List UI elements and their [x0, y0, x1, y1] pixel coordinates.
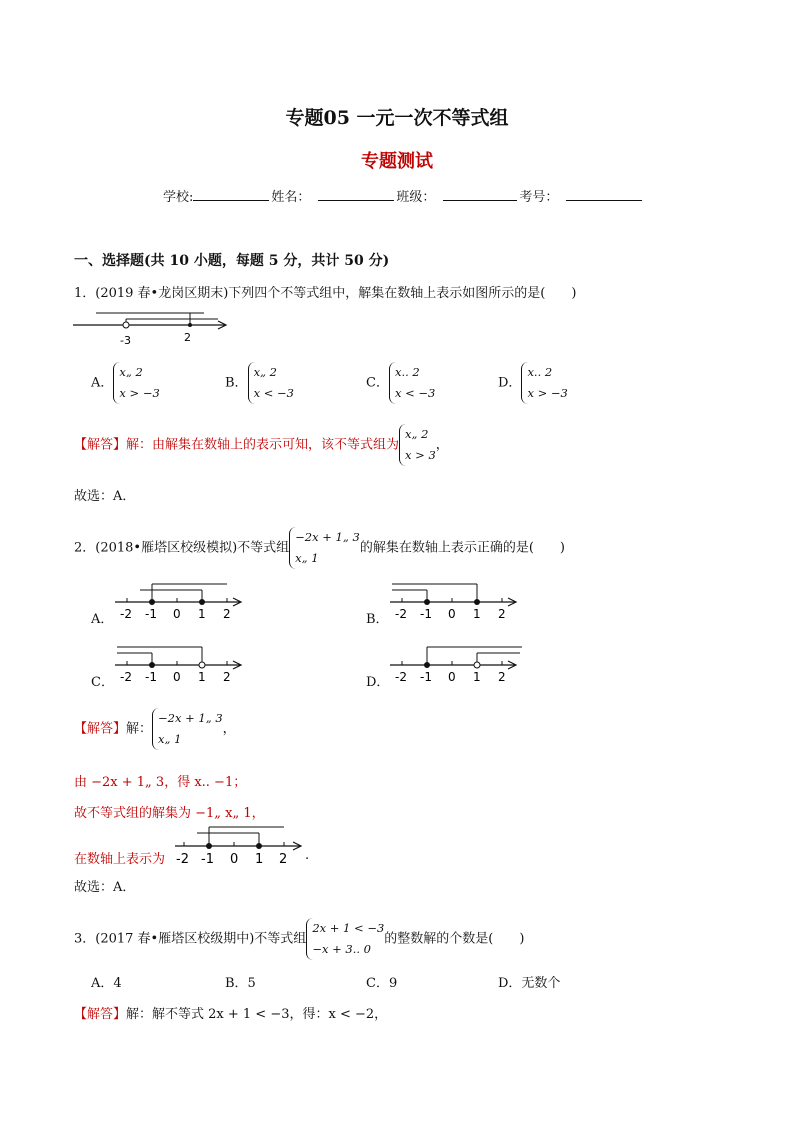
q1-answer-system: x„ 2 x > 3	[399, 424, 436, 466]
q1-option-c[interactable]: C． x.. 2 x < −3	[366, 362, 435, 404]
svg-text:-2: -2	[120, 670, 132, 684]
q2-system: −2x + 1„ 3 x„ 1	[289, 527, 360, 569]
student-info-line	[163, 186, 644, 205]
q1-option-d-system: x.. 2 x > −3	[521, 362, 567, 404]
q2-answer-system: −2x + 1„ 3 x„ 1	[152, 708, 223, 750]
q2-step-3-end: .	[305, 848, 310, 863]
q2-step-3: 在数轴上表示为	[74, 852, 166, 867]
page-title: 专题05 一元一次不等式组	[285, 107, 509, 129]
q2-option-b-number-line[interactable]	[387, 580, 522, 622]
svg-text:-1: -1	[145, 670, 157, 684]
q1-choice: 故选：A．	[74, 489, 136, 504]
q2-option-a-letter[interactable]: A．	[91, 612, 114, 627]
svg-text:0: 0	[448, 670, 456, 684]
q1-option-c-system: x.. 2 x < −3	[389, 362, 435, 404]
q1-option-a[interactable]: A． x„ 2 x > −3	[91, 362, 160, 404]
name-field[interactable]	[318, 188, 394, 201]
q3-system: 2x + 1 < −3 −x + 3.. 0	[306, 918, 384, 960]
svg-text:-1: -1	[420, 607, 432, 621]
svg-text:2: 2	[498, 670, 506, 684]
q3-option-a[interactable]: A．4	[91, 976, 122, 991]
q2-option-c-number-line[interactable]	[112, 643, 247, 685]
q2-step-1: 由 −2x + 1„ 3，得 x.. −1；	[74, 775, 247, 790]
svg-text:2: 2	[279, 852, 288, 866]
q1-label-2: 2	[184, 331, 191, 344]
q1-option-b[interactable]: B． x„ 2 x < −3	[225, 362, 294, 404]
class-field[interactable]	[443, 188, 517, 201]
q3-stem: 3．(2017 春•雁塔区校级期中)不等式组 2x + 1 < −3 −x + 3.. 0 的整数解的个数是( )	[74, 918, 524, 960]
school-label: 学校:	[163, 190, 194, 205]
svg-text:-2: -2	[395, 670, 407, 684]
number-field[interactable]	[566, 188, 642, 201]
page-subtitle: 专题测试	[361, 151, 433, 172]
section-heading: 一、选择题(共 10 小题，每题 5 分，共计 50 分)	[74, 253, 390, 269]
svg-text:-1: -1	[420, 670, 432, 684]
answer-tag: 【解答】	[74, 1007, 127, 1022]
q2-step-2: 故不等式组的解集为 −1„ x„ 1，	[74, 806, 265, 821]
name-label: 姓名：	[271, 190, 311, 205]
q2-answer: 【解答】解： −2x + 1„ 3 x„ 1 ，	[74, 708, 236, 750]
answer-tag: 【解答】	[74, 437, 127, 453]
q1-number-line	[70, 305, 235, 347]
number-label: 考号：	[519, 190, 559, 205]
school-field[interactable]	[193, 188, 269, 201]
svg-text:-2: -2	[120, 607, 132, 621]
answer-tag: 【解答】	[74, 721, 127, 737]
svg-text:-2: -2	[395, 607, 407, 621]
q1-label-minus3: -3	[120, 334, 131, 347]
q3-answer: 【解答】解：解不等式 2x + 1 < −3，得：x < −2，	[74, 1007, 388, 1022]
q1-stem: 1．(2019 春•龙岗区期末)下列四个不等式组中，解集在数轴上表示如图所示的是( )	[74, 286, 577, 301]
svg-text:2: 2	[223, 607, 231, 621]
q2-stem: 2．(2018•雁塔区校级模拟)不等式组 −2x + 1„ 3 x„ 1 的解集在数轴上表示正确的是( )	[74, 527, 565, 569]
q3-option-b[interactable]: B．5	[225, 976, 256, 991]
svg-text:-1: -1	[201, 852, 214, 866]
svg-text:2: 2	[223, 670, 231, 684]
svg-text:2: 2	[498, 607, 506, 621]
q2-choice: 故选：A．	[74, 880, 136, 895]
svg-text:0: 0	[448, 607, 456, 621]
q2-option-b-letter[interactable]: B．	[366, 612, 389, 627]
q2-option-d-number-line[interactable]	[387, 643, 527, 685]
svg-text:0: 0	[173, 670, 181, 684]
svg-text:1: 1	[473, 607, 481, 621]
svg-text:1: 1	[198, 607, 206, 621]
q3-option-d[interactable]: D．无数个	[498, 976, 561, 991]
q2-option-a-number-line[interactable]	[112, 580, 247, 622]
q1-option-d[interactable]: D． x.. 2 x > −3	[498, 362, 568, 404]
svg-text:0: 0	[173, 607, 181, 621]
q2-answer-number-line	[172, 822, 310, 866]
q1-option-a-system: x„ 2 x > −3	[113, 362, 159, 404]
svg-text:-1: -1	[145, 607, 157, 621]
q2-option-d-letter[interactable]: D．	[366, 675, 390, 690]
class-label: 班级：	[396, 190, 436, 205]
q3-option-c[interactable]: C．9	[366, 976, 398, 991]
q1-answer: 【解答】解：由解集在数轴上的表示可知，该不等式组为 x„ 2 x > 3 ，	[74, 424, 449, 466]
q1-option-b-system: x„ 2 x < −3	[248, 362, 294, 404]
svg-text:0: 0	[230, 852, 239, 866]
svg-text:-2: -2	[176, 852, 189, 866]
svg-text:1: 1	[473, 670, 481, 684]
svg-text:1: 1	[255, 852, 264, 866]
svg-text:1: 1	[198, 670, 206, 684]
q2-option-c-letter[interactable]: C．	[91, 675, 114, 690]
